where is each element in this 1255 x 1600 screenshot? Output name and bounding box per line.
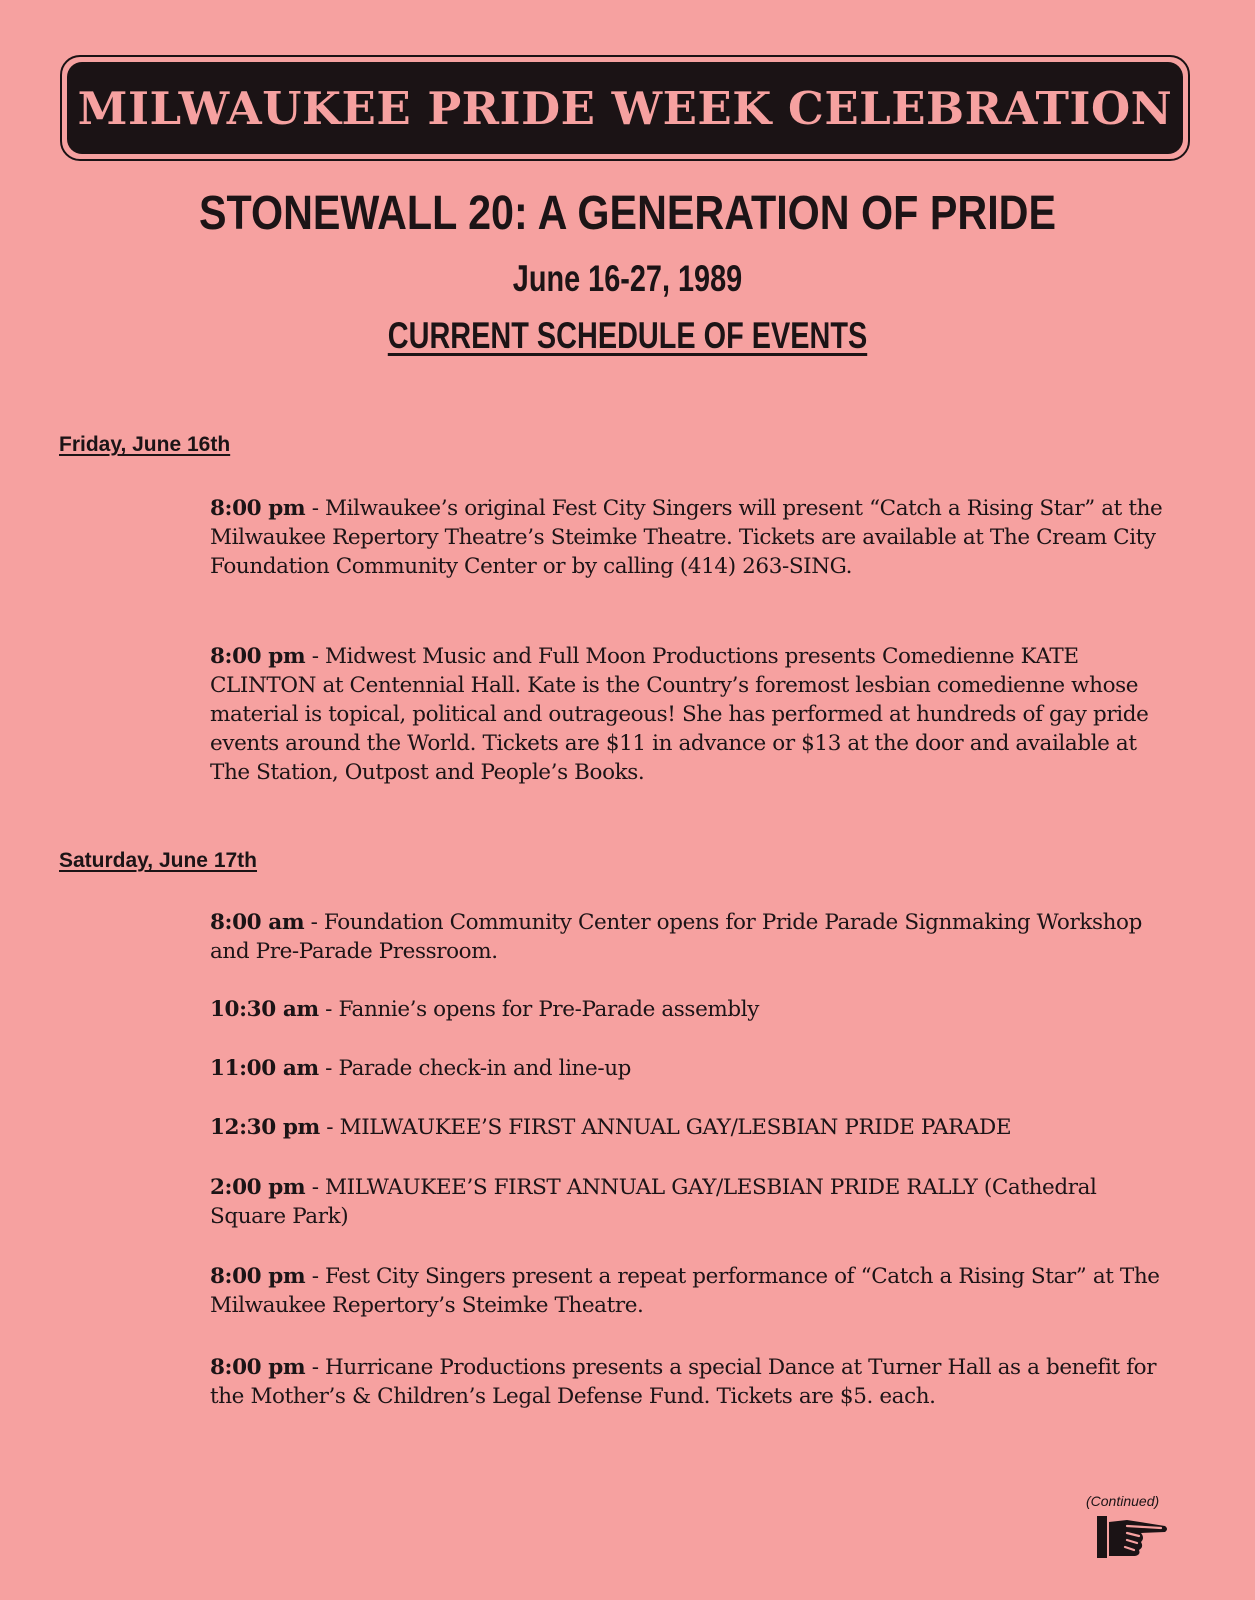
event-item xyxy=(210,1054,1170,1083)
event-description: - Fannie’s opens for Pre-Parade assembly xyxy=(318,997,759,1022)
event-time: 8:00 pm xyxy=(210,1264,306,1289)
event-description: - Milwaukee’s original Fest City Singers will present “Catch a Rising Star” at the Milwaukee Repertory Theatre’s Steimke Theatre. Tickets are available at The Cream City Foundation Community Center or by calling (414) 263-SING. xyxy=(210,496,1163,579)
event-item xyxy=(210,642,1170,787)
event-description: - Fest City Singers present a repeat performance of “Catch a Rising Star” at The Milwaukee Repertory’s Steimke Theatre. xyxy=(210,1264,1160,1318)
title-banner xyxy=(60,55,1190,161)
event-time: 8:00 pm xyxy=(210,496,306,521)
schedule-heading: CURRENT SCHEDULE OF EVENTS xyxy=(387,315,868,356)
event-description: - MILWAUKEE’S FIRST ANNUAL GAY/LESBIAN PRIDE PARADE xyxy=(319,1115,1012,1140)
title-banner-fill xyxy=(67,62,1183,154)
event-time: 8:00 pm xyxy=(210,644,306,669)
event-time: 8:00 am xyxy=(210,910,305,935)
event-time: 11:00 am xyxy=(210,1056,319,1081)
event-item xyxy=(210,1353,1170,1411)
event-item xyxy=(210,1113,1170,1142)
pointing-hand-icon xyxy=(1097,1516,1169,1558)
event-item xyxy=(210,908,1170,966)
event-item xyxy=(210,1262,1170,1320)
event-time: 10:30 am xyxy=(210,997,319,1022)
event-time: 12:30 pm xyxy=(210,1115,320,1140)
continued-label: (Continued) xyxy=(1086,1493,1160,1509)
event-item xyxy=(210,995,1170,1024)
banner-title: MILWAUKEE PRIDE WEEK CELEBRATION xyxy=(77,81,1173,135)
day-heading-saturday: Saturday, June 17th xyxy=(59,849,258,872)
event-description: - Parade check-in and line-up xyxy=(318,1056,632,1081)
event-item xyxy=(210,494,1170,581)
event-description: - Foundation Community Center opens for Pride Parade Signmaking Workshop and Pre-Parade Pressroom. xyxy=(210,910,1142,964)
event-description: - Midwest Music and Full Moon Productions presents Comedienne KATE CLINTON at Centennial Hall. Kate is the Country’s foremost lesbian comedienne whose material is topical, political and outrageous! She has performed at hundreds of gay pride events around the World. Tickets are $11 in advance or $13 at the door and available at The Station, Outpost and People’s Books. xyxy=(210,644,1149,785)
event-description: - MILWAUKEE’S FIRST ANNUAL GAY/LESBIAN PRIDE RALLY (Cathedral Square Park) xyxy=(210,1175,1097,1229)
event-time: 8:00 pm xyxy=(210,1355,306,1380)
event-description: - Hurricane Productions presents a special Dance at Turner Hall as a benefit for the Mother’s & Children’s Legal Defense Fund. Tickets are $5. each. xyxy=(210,1355,1157,1409)
day-heading-friday: Friday, June 16th xyxy=(59,433,231,456)
page-subtitle: STONEWALL 20: A GENERATION OF PRIDE xyxy=(198,187,1057,240)
event-item xyxy=(210,1173,1170,1231)
event-time: 2:00 pm xyxy=(210,1175,306,1200)
event-dates: June 16-27, 1989 xyxy=(512,258,743,299)
